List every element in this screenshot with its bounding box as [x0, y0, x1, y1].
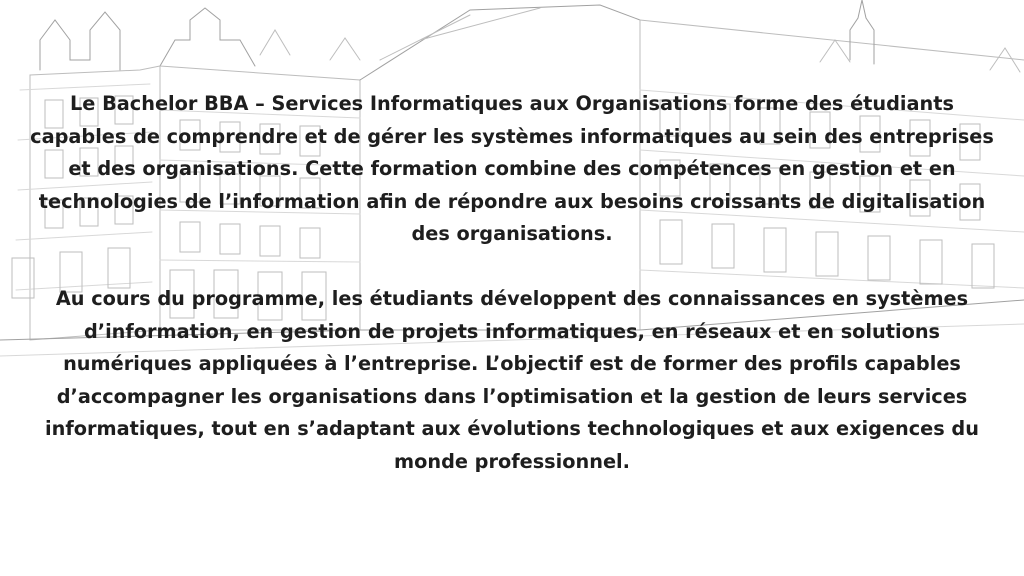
description-text-block: [30, 88, 994, 478]
program-paragraph: Au cours du programme, les étudiants développent des connaissances en systèmes d’information, en gestion de projets informatiques, en réseaux et en solutions numériques appliquées à l’entreprise. L’objectif est de former des profils capables d’accompagner les organisations dans l’optimisation et la gestion de leurs services informatiques, tout en s’adaptant aux évolutions technologiques et aux exigences du monde professionnel.: [45, 287, 979, 473]
intro-paragraph: Le Bachelor BBA – Services Informatiques aux Organisations forme des étudiants capables de comprendre et de gérer les systèmes informatiques au sein des entreprises et des organisations. Cette formation combine des compétences en gestion et en technologies de l’information afin de répondre aux besoins croissants de digitalisation des organisations.: [30, 92, 994, 245]
